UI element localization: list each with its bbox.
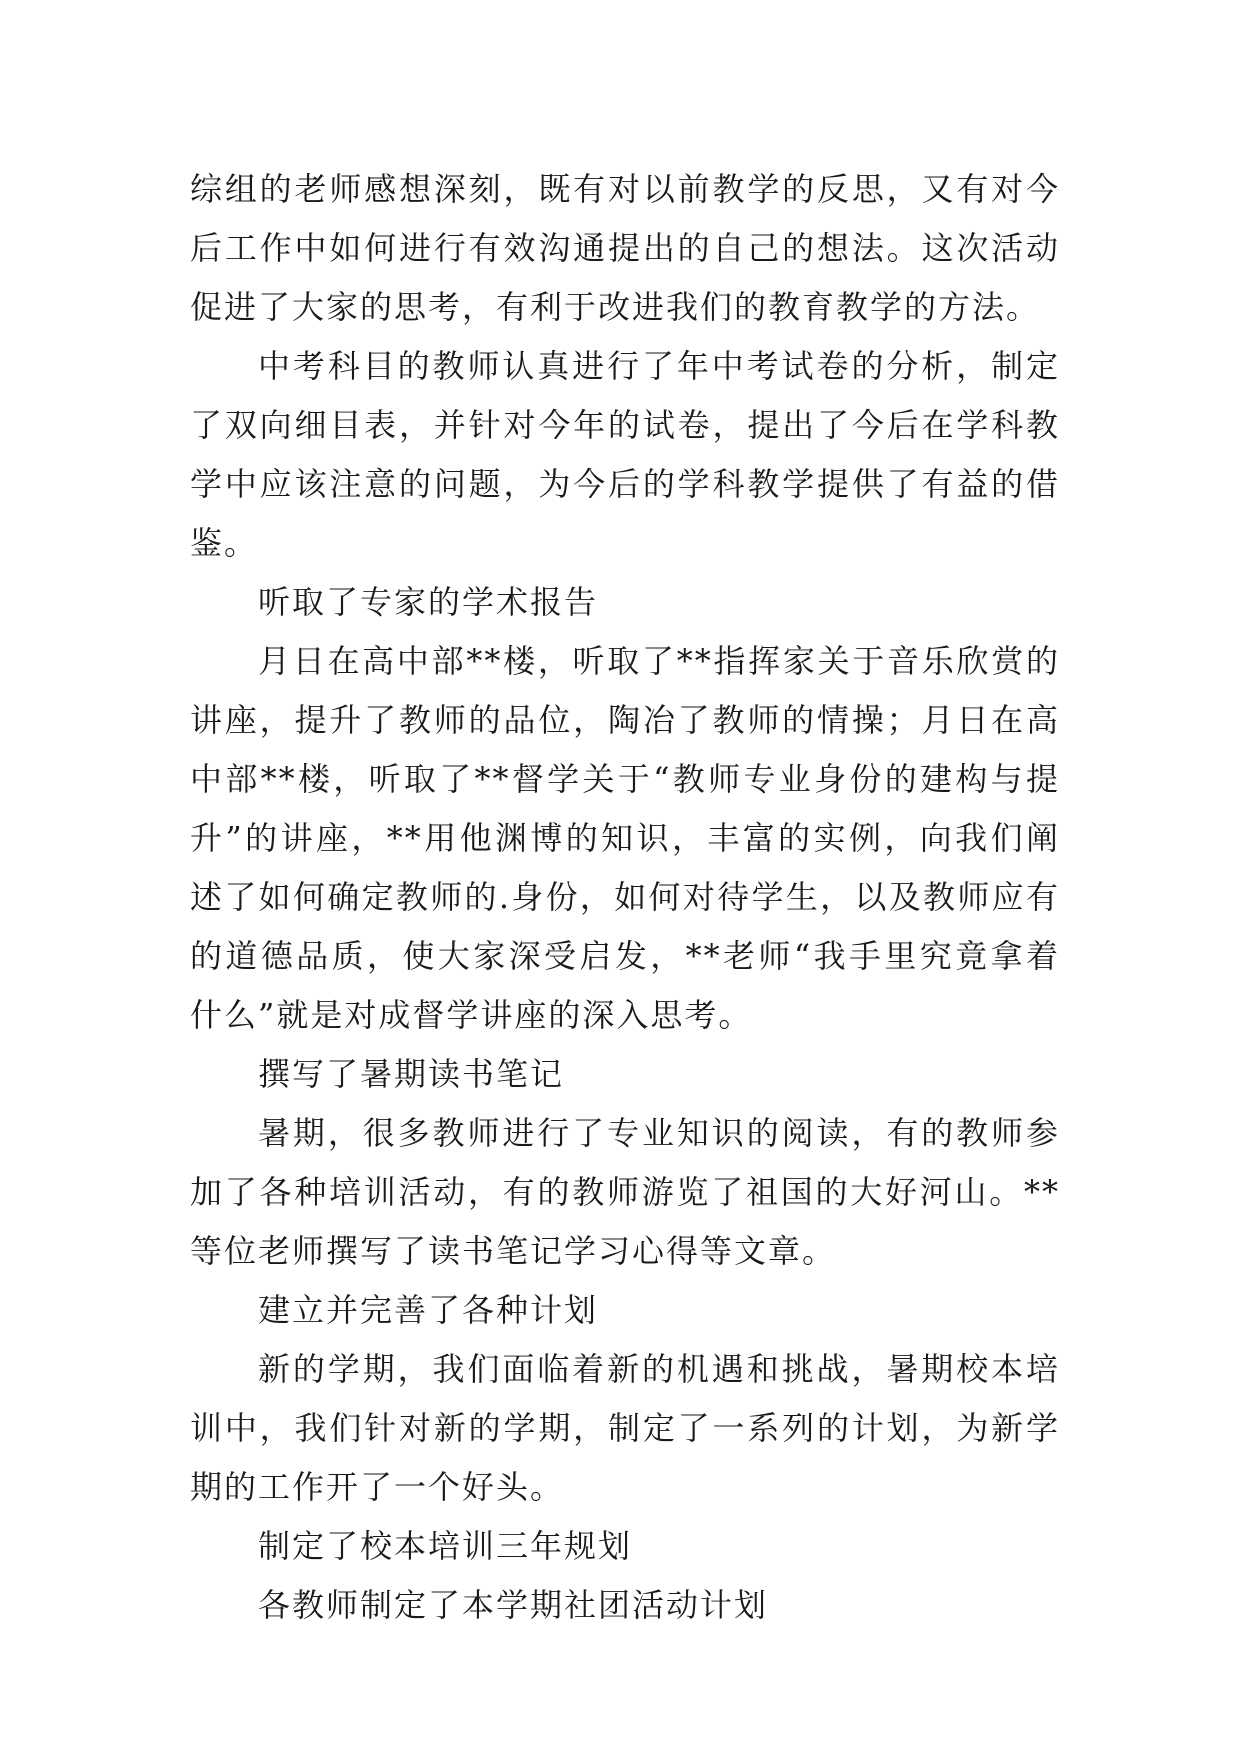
document-body [190,160,1060,1635]
paragraph-5: 新的学期，我们面临着新的机遇和挑战，暑期校本培训中，我们针对新的学期，制定了一系列的计划，为新学期的工作开了一个好头。 [190,1350,1060,1506]
paragraph-4: 暑期，很多教师进行了专业知识的阅读，有的教师参加了各种培训活动，有的教师游览了祖国的大好河山。**等位老师撰写了读书笔记学习心得等文章。 [190,1114,1060,1270]
section-heading-reading-notes: 撰写了暑期读书笔记 [258,1055,565,1093]
list-item-club-plan: 各教师制定了本学期社团活动计划 [258,1586,769,1624]
paragraph-2: 中考科目的教师认真进行了年中考试卷的分析，制定了双向细目表，并针对今年的试卷，提出了今后在学科教学中应该注意的问题，为今后的学科教学提供了有益的借鉴。 [190,347,1060,562]
section-heading-plans: 建立并完善了各种计划 [258,1291,599,1329]
section-heading-expert-report: 听取了专家的学术报告 [258,583,599,621]
paragraph-1: 综组的老师感想深刻，既有对以前教学的反思，又有对今后工作中如何进行有效沟通提出的自己的想法。这次活动促进了大家的思考，有利于改进我们的教育教学的方法。 [190,170,1060,326]
list-item-three-year-plan: 制定了校本培训三年规划 [258,1527,633,1565]
paragraph-3: 月日在高中部**楼，听取了**指挥家关于音乐欣赏的讲座，提升了教师的品位，陶冶了教师的情操；月日在高中部**楼，听取了**督学关于“教师专业身份的建构与提升”的讲座，**用他渊博的知识，丰富的实例，向我们阐述了如何确定教师的.身份，如何对待学生，以及教师应有的道德品质，使大家深受启发，**老师“我手里究竟拿着什么”就是对成督学讲座的深入思考。 [190,642,1060,1034]
